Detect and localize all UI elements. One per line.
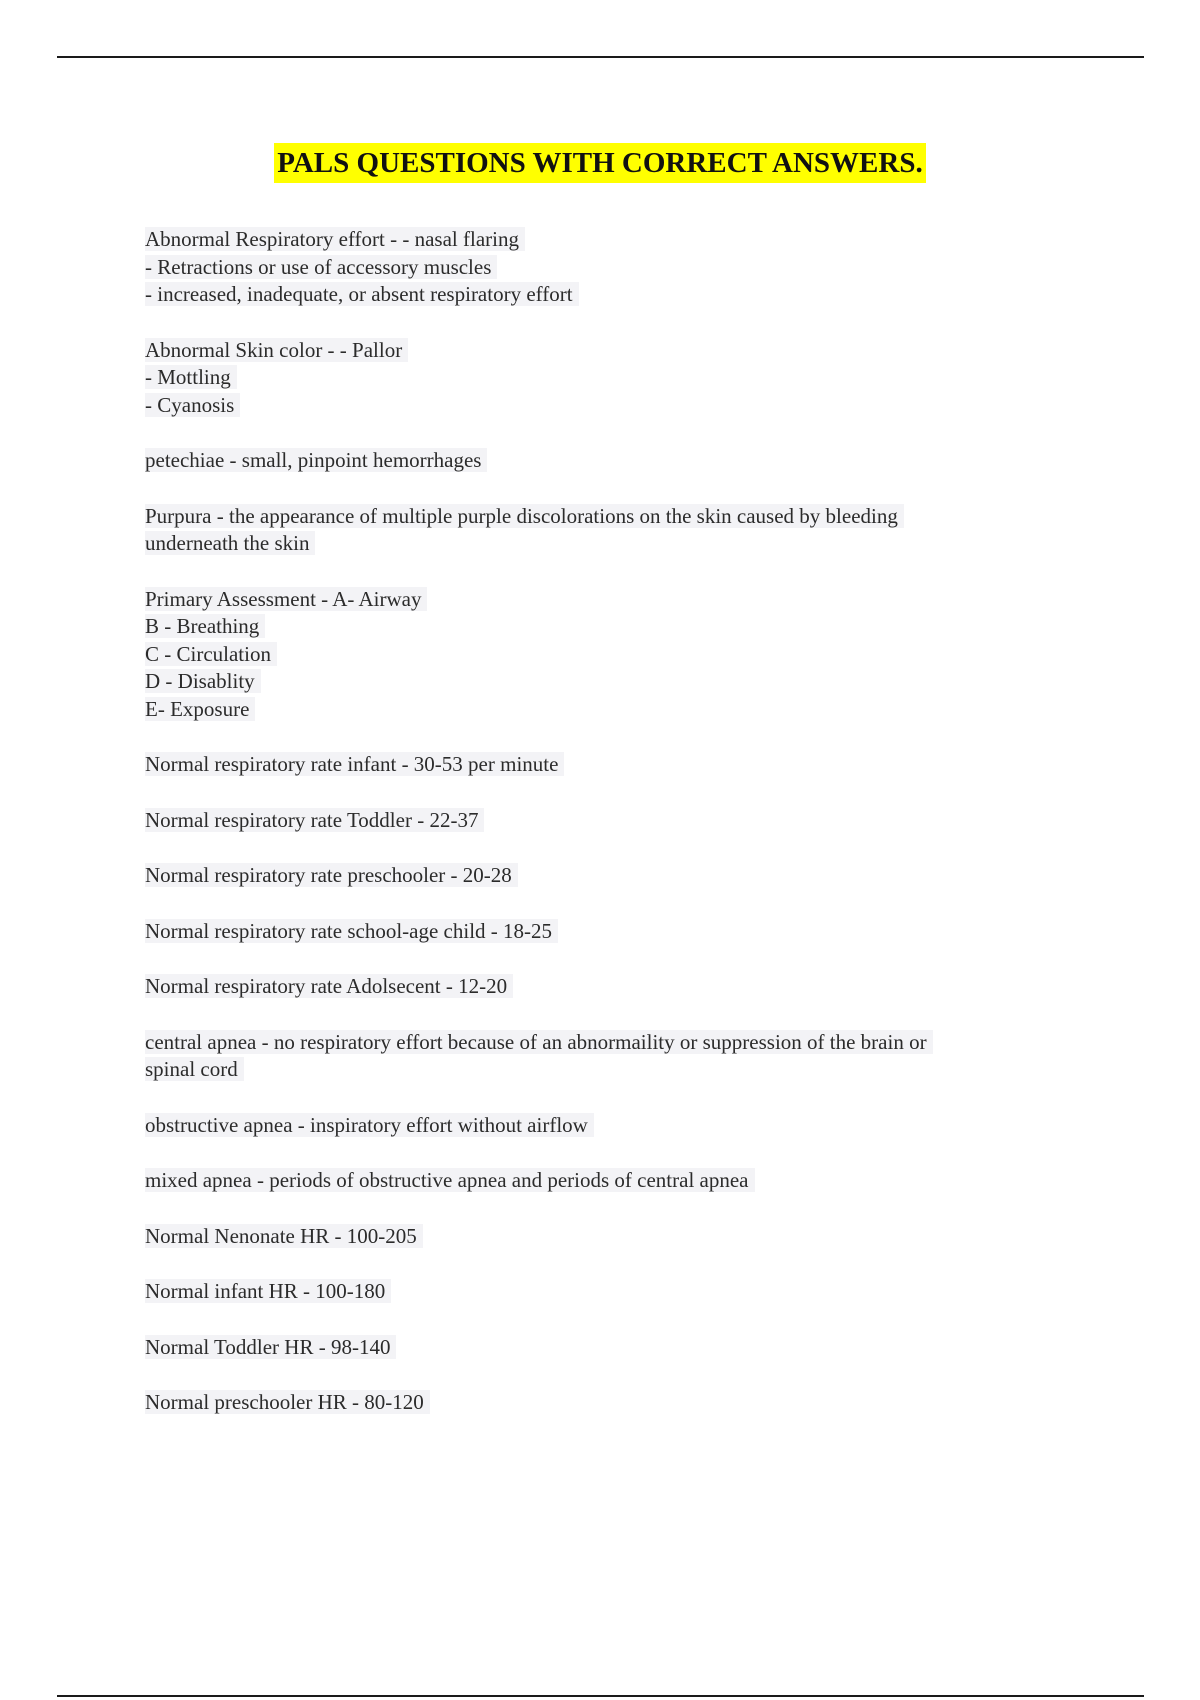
title-container [0,143,1200,183]
document-title: PALS QUESTIONS WITH CORRECT ANSWERS. [274,143,925,183]
qa-line-text: Normal respiratory rate Toddler - 22-37 [145,808,484,832]
qa-line [145,862,1075,890]
qa-line-text: spinal cord [145,1057,244,1081]
qa-entry [145,226,1075,309]
qa-line-text: underneath the skin [145,531,315,555]
qa-entry [145,503,1075,558]
qa-line-text: Normal Nenonate HR - 100-205 [145,1224,423,1248]
qa-line [145,530,1075,558]
qa-line-text: mixed apnea - periods of obstructive apnea and periods of central apnea [145,1168,755,1192]
qa-line [145,696,1075,724]
qa-line [145,586,1075,614]
qa-entry [145,447,1075,475]
bottom-rule [57,1695,1144,1697]
qa-line-text: Normal preschooler HR - 80-120 [145,1390,430,1414]
qa-entry [145,1389,1075,1417]
qa-line-text: Abnormal Skin color - - Pallor [145,338,408,362]
qa-line [145,1223,1075,1251]
qa-line-text: Normal infant HR - 100-180 [145,1279,391,1303]
qa-line-text: Normal respiratory rate Adolsecent - 12-20 [145,974,513,998]
qa-entry [145,337,1075,420]
qa-line [145,447,1075,475]
qa-line [145,613,1075,641]
qa-line-text: Normal respiratory rate school-age child - 18-25 [145,919,558,943]
qa-entry [145,1112,1075,1140]
qa-line-text: obstructive apnea - inspiratory effort without airflow [145,1113,594,1137]
qa-entry [145,1223,1075,1251]
qa-entry [145,807,1075,835]
qa-line-text: Normal respiratory rate preschooler - 20-28 [145,863,518,887]
qa-line-text: B - Breathing [145,614,265,638]
qa-line-text: Normal respiratory rate infant - 30-53 per minute [145,752,564,776]
qa-line-text: Abnormal Respiratory effort - - nasal flaring [145,227,525,251]
qa-line [145,1056,1075,1084]
qa-line [145,1029,1075,1057]
qa-line [145,1334,1075,1362]
qa-entry [145,973,1075,1001]
qa-line [145,1278,1075,1306]
qa-line-text: Primary Assessment - A- Airway [145,587,427,611]
qa-line [145,973,1075,1001]
qa-line-text: C - Circulation [145,642,277,666]
qa-line-text: - Retractions or use of accessory muscles [145,255,497,279]
qa-line [145,668,1075,696]
qa-line [145,1112,1075,1140]
qa-line [145,364,1075,392]
qa-entry [145,1278,1075,1306]
qa-line-text: Normal Toddler HR - 98-140 [145,1335,396,1359]
qa-entry [145,1334,1075,1362]
qa-line-text: D - Disablity [145,669,261,693]
qa-line [145,337,1075,365]
qa-entry [145,751,1075,779]
qa-line-text: central apnea - no respiratory effort because of an abnormaility or suppression of the brain or [145,1030,933,1054]
qa-line [145,807,1075,835]
qa-line [145,1389,1075,1417]
qa-entry [145,586,1075,724]
qa-line-text: Purpura - the appearance of multiple purple discolorations on the skin caused by bleeding [145,504,904,528]
qa-entry [145,1167,1075,1195]
qa-line [145,254,1075,282]
qa-line-text: - Mottling [145,365,237,389]
qa-line [145,751,1075,779]
qa-entry [145,918,1075,946]
qa-line [145,392,1075,420]
qa-line [145,503,1075,531]
qa-line-text: E- Exposure [145,697,255,721]
top-rule [57,56,1144,58]
qa-line [145,918,1075,946]
qa-entry [145,1029,1075,1084]
qa-line-text: - increased, inadequate, or absent respiratory effort [145,282,579,306]
qa-line [145,281,1075,309]
qa-entry [145,862,1075,890]
qa-line-text: petechiae - small, pinpoint hemorrhages [145,448,487,472]
qa-line [145,641,1075,669]
qa-line [145,1167,1075,1195]
qa-list [145,226,1075,1445]
qa-line-text: - Cyanosis [145,393,240,417]
qa-line [145,226,1075,254]
